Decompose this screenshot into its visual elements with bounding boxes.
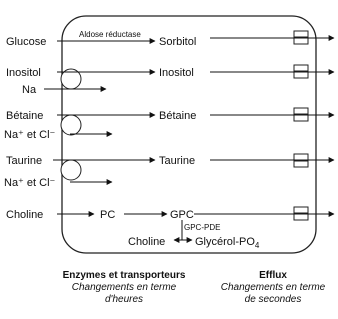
- caption-efflux-line2: de secondes: [244, 294, 302, 305]
- efflux-channel-inositol: [294, 65, 308, 71]
- label-inositol-out: Inositol: [6, 67, 41, 79]
- label-aldose-reductase: Aldose réductase: [79, 30, 141, 39]
- label-na-cl-2: Na⁺ et Cl⁻: [4, 177, 56, 189]
- label-sorbitol: Sorbitol: [159, 36, 197, 48]
- label-gpc-pde: GPC-PDE: [184, 223, 221, 232]
- label-taurine-in: Taurine: [159, 155, 196, 167]
- efflux-channels: [294, 31, 308, 220]
- caption-efflux-title: Efflux: [259, 270, 287, 281]
- efflux-channel-betaine: [294, 108, 308, 114]
- caption-efflux: [210, 270, 336, 306]
- caption-enzymes: [38, 270, 210, 306]
- label-glycerol-po4-subscript: 4: [254, 241, 260, 250]
- label-na-cl-1: Na⁺ et Cl⁻: [4, 129, 56, 141]
- label-choline-out: Choline: [6, 209, 44, 221]
- caption-enzymes-line1: Changements en terme: [71, 282, 177, 293]
- label-betaine-in: Bétaine: [159, 110, 197, 122]
- label-gpc: GPC: [170, 209, 194, 221]
- label-taurine-out: Taurine: [6, 155, 43, 167]
- caption-enzymes-title: Enzymes et transporteurs: [62, 270, 186, 281]
- label-glycerol-po4: Glycérol-$PO_4$: [195, 236, 260, 250]
- label-betaine-out: Bétaine: [6, 110, 44, 122]
- label-choline-in: Choline: [128, 236, 166, 248]
- betaine-transporter: [61, 115, 81, 135]
- efflux-channel-gpc: [294, 207, 308, 213]
- label-glucose: Glucose: [6, 36, 47, 48]
- efflux-channel-taurine: [294, 154, 308, 160]
- caption-enzymes-line2: d'heures: [104, 294, 144, 305]
- label-inositol-in: Inositol: [159, 67, 194, 79]
- label-pc: PC: [100, 209, 116, 221]
- efflux-channel-sorbitol: [294, 31, 308, 37]
- taurine-transporter: [61, 160, 81, 180]
- caption-efflux-line1: Changements en terme: [220, 282, 326, 293]
- label-na: Na: [22, 84, 37, 96]
